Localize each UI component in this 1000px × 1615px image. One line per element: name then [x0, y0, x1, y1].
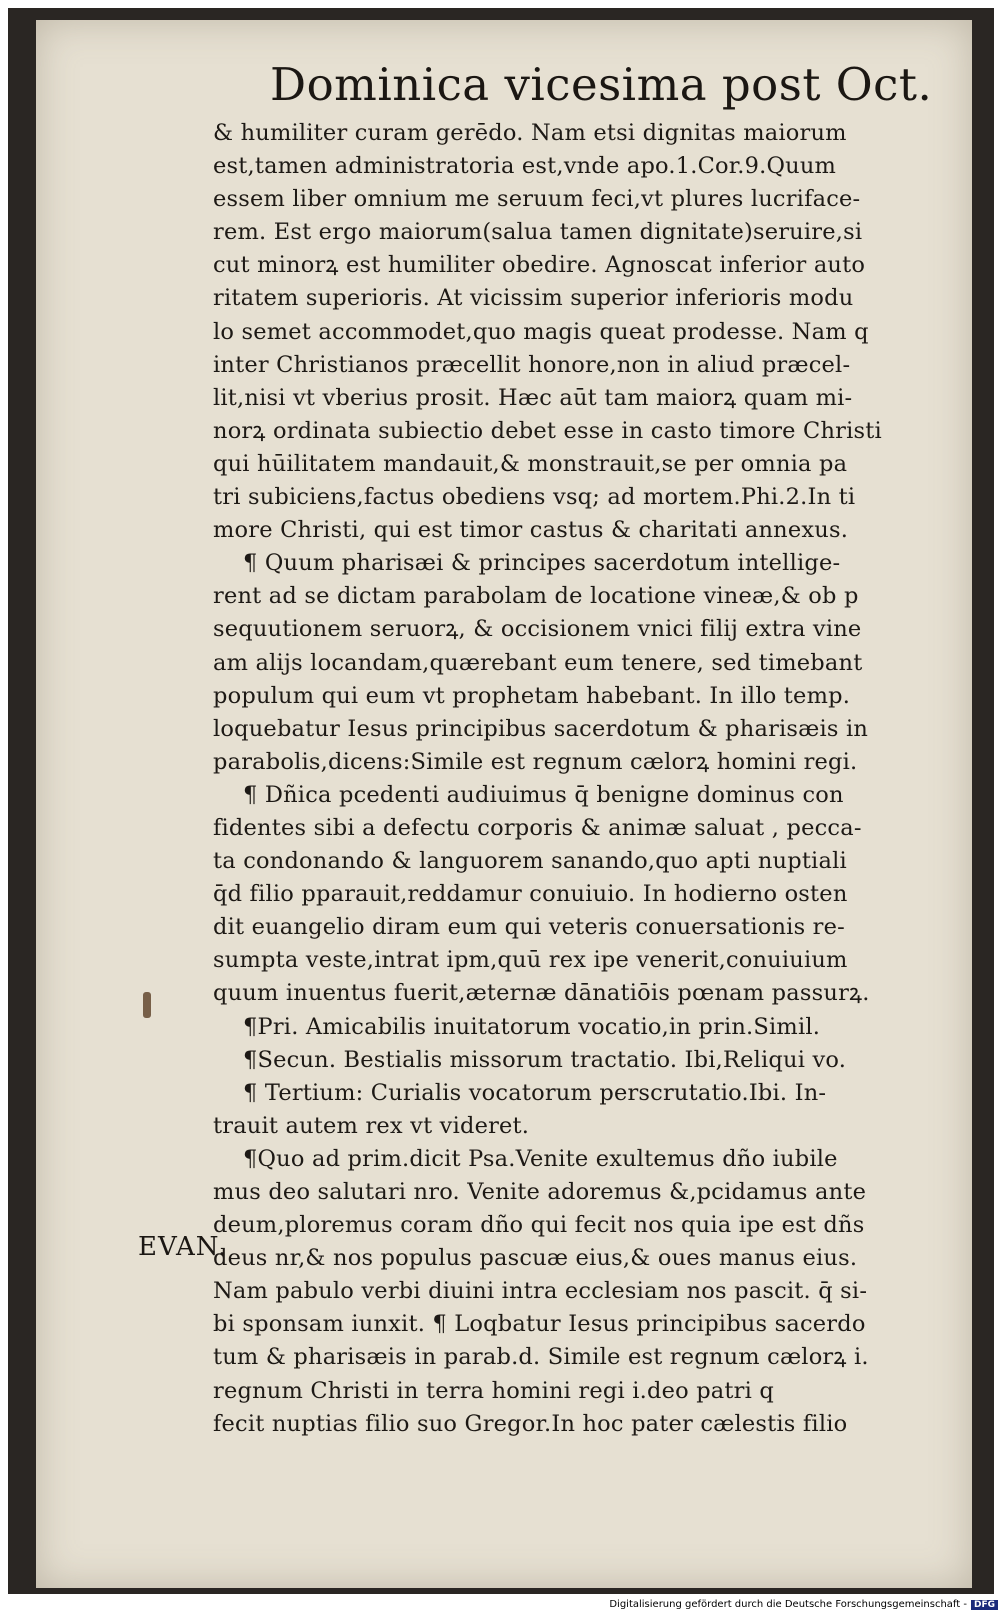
text-line: ¶ Quum pharisæi & principes sacerdotum intellige-: [243, 550, 841, 577]
text-line: tum & pharisæis in parab.d. Simile est regnum cælorꝝ i.: [213, 1344, 869, 1371]
text-line: q̄d filio pparauit,reddamur conuiuio. In hodierno osten: [213, 881, 848, 908]
text-line: ¶Quo ad prim.dicit Psa.Venite exultemus dño iubile: [243, 1145, 838, 1172]
running-title: Dominica vicesima post Oct.: [270, 58, 933, 111]
digitization-credit: [600, 1599, 998, 1615]
text-line: sumpta veste,intrat ipm,quū rex ipe venerit,conuiuium: [213, 947, 848, 974]
margin-ink-mark: [143, 992, 151, 1018]
text-line: est,tamen administratoria est,vnde apo.1.Cor.9.Quum: [213, 153, 837, 180]
text-line: fidentes sibi a defectu corporis & animæ saluat , pecca-: [213, 814, 862, 841]
text-line: deum,ploremus coram dño qui fecit nos quia ipe est dñs: [213, 1212, 865, 1239]
text-line: deus nr,& nos populus pascuæ eius,& oues manus eius.: [213, 1245, 858, 1272]
text-line: fecit nuptias filio suo Gregor.In hoc pater cælestis filio: [213, 1410, 848, 1437]
text-line: ¶Secun. Bestialis missorum tractatio. Ibi,Reliqui vo.: [243, 1046, 847, 1073]
text-line: lit,nisi vt vberius prosit. Hæc aūt tam maiorꝝ quam mi-: [213, 384, 853, 411]
text-line: regnum Christi in terra homini regi i.deo patri q: [213, 1377, 774, 1404]
text-line: ¶Pri. Amicabilis inuitatorum vocatio,in prin.Simil.: [243, 1013, 821, 1040]
text-line: tri subiciens,factus obediens vsq; ad mortem.Phi.2.In ti: [213, 484, 856, 511]
text-line: sequutionem seruorꝝ, & occisionem vnici filij extra vine: [213, 616, 862, 643]
credit-text: Digitalisierung gefördert durch die Deutsche Forschungsgemeinschaft -: [609, 1599, 967, 1610]
text-line: rent ad se dictam parabolam de locatione vineæ,& ob p: [213, 583, 859, 610]
text-line: bi sponsam iunxit. ¶ Loqbatur Iesus principibus sacerdo: [213, 1311, 866, 1338]
text-line: ¶ Dñica pcedenti audiuimus q̄ benigne dominus con: [243, 781, 844, 808]
text-line: cut minorꝝ est humiliter obedire. Agnoscat inferior auto: [213, 252, 866, 279]
text-line: norꝝ ordinata subiectio debet esse in casto timore Christi: [213, 417, 882, 444]
text-line: trauit autem rex vt videret.: [213, 1112, 530, 1139]
text-line: essem liber omnium me seruum feci,vt plures lucriface-: [213, 186, 861, 213]
text-line: ¶ Tertium: Curialis vocatorum perscrutatio.Ibi. In-: [243, 1079, 827, 1106]
text-line: mus deo salutari nro. Venite adoremus &,pcidamus ante: [213, 1179, 867, 1205]
text-line: rem. Est ergo maiorum(salua tamen dignitate)seruire,si: [213, 219, 863, 246]
text-line: ritatem superioris. At vicissim superior inferioris modu: [213, 285, 854, 312]
text-line: populum qui eum vt prophetam habebant. In illo temp.: [213, 682, 851, 709]
text-line: quum inuentus fuerit,æternæ dānatiōis pœnam passurꝝ.: [213, 980, 870, 1007]
text-line: loquebatur Iesus principibus sacerdotum & pharisæis in: [213, 715, 869, 742]
text-line: am alijs locandam,quærebant eum tenere, sed timebant: [213, 649, 863, 676]
dfg-logo: DFG: [971, 1600, 998, 1610]
marginal-note-evan: EVAN.: [138, 1232, 228, 1262]
text-line: parabolis,dicens:Simile est regnum cælorꝝ homini regi.: [213, 748, 858, 775]
text-line: & humiliter curam gerēdo. Nam etsi dignitas maiorum: [213, 120, 847, 146]
text-line: more Christi, qui est timor castus & charitati annexus.: [213, 517, 849, 544]
text-line: lo semet accommodet,quo magis queat prodesse. Nam q: [213, 318, 869, 345]
text-line: inter Christianos præcellit honore,non in aliud præcel-: [213, 351, 851, 378]
text-line: dit euangelio diram eum qui veteris conuersationis re-: [213, 914, 845, 941]
text-line: ta condonando & languorem sanando,quo apti nuptiali: [213, 848, 847, 875]
text-line: Nam pabulo verbi diuini intra ecclesiam nos pascit. q̄ si-: [213, 1278, 868, 1305]
body-text-block: [213, 117, 955, 1441]
text-line: qui hūilitatem mandauit,& monstrauit,se per omnia pa: [213, 450, 848, 477]
